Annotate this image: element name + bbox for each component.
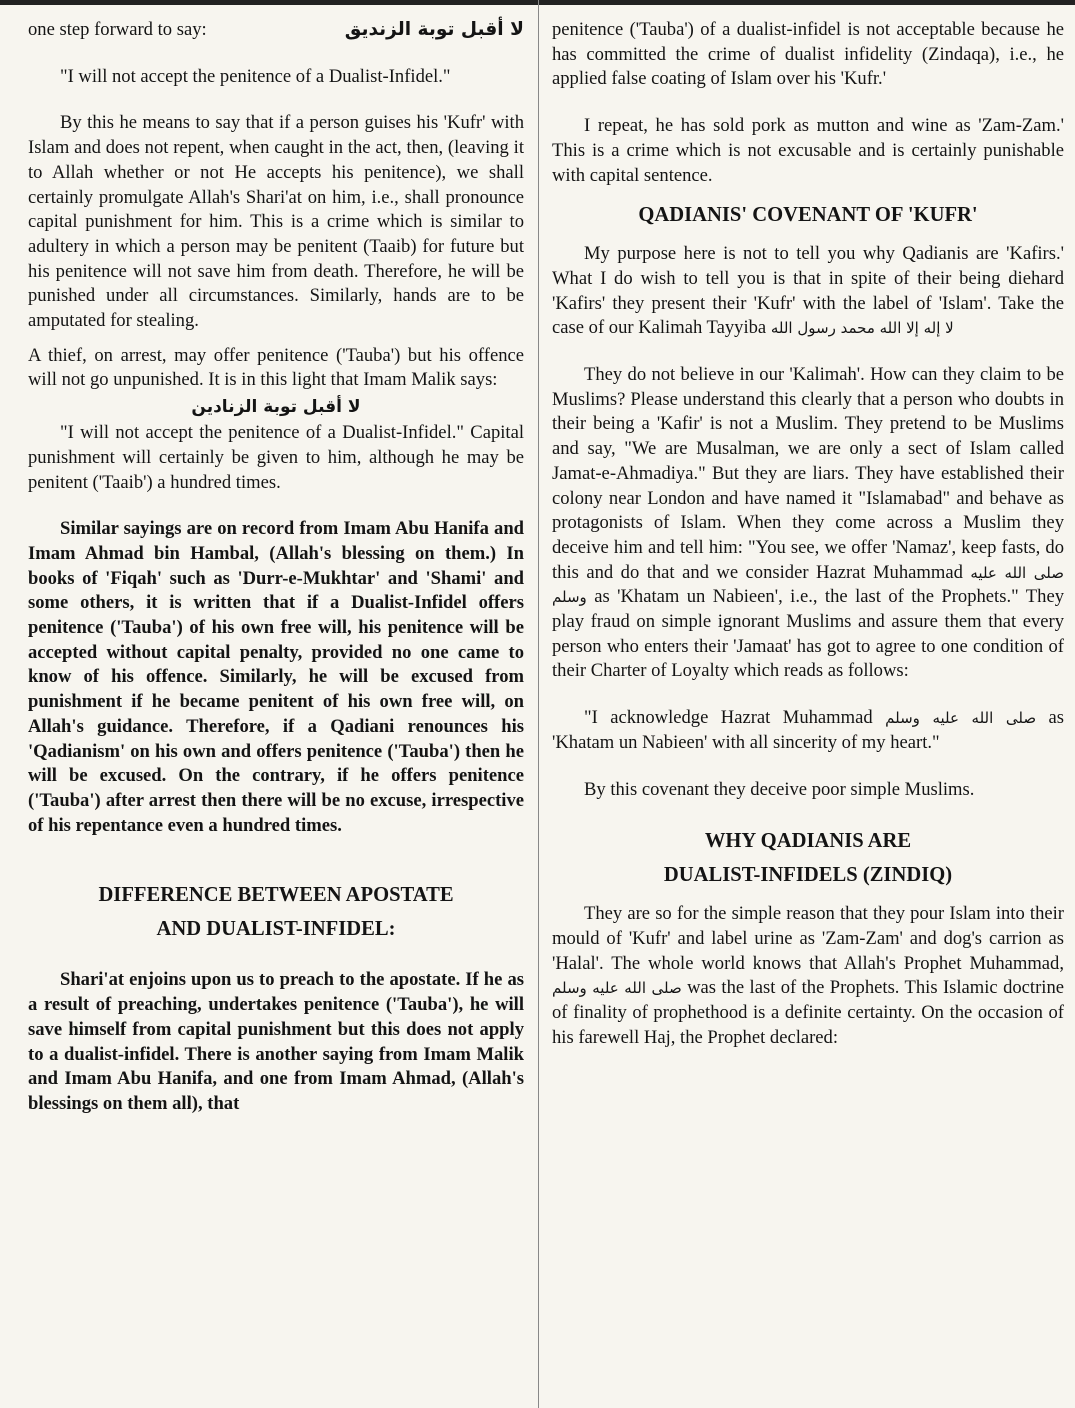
section-heading: AND DUALIST-INFIDEL: [156, 918, 396, 941]
quote-paragraph: "I will not accept the penitence of a Dualist-Infidel." [60, 65, 451, 87]
section-heading: DIFFERENCE BETWEEN APOSTATE [98, 884, 454, 907]
paragraph [552, 242, 1064, 341]
paragraph: Similar sayings are on record from Imam Abu Hanifa and Imam Ahmad bin Hambal, (Allah's blessing on them.) In books of 'Fiqah' such as 'Durr-e-Mukhtar' and 'Shami' and some others, it is written that if a Dualist-Infidel offers penitence ('Tauba') of his own free will, his penitence will be accepted without capital penalty, provided no one came to know of his offence. Similarly, he will be excused from punishment if he became penitent of his own free will, on Allah's guidance. Therefore, if a Qadiani renounces his 'Qadianism' on his own and offers penitence ('Tauba') then he will be excused. On the contrary, if he offers penitence ('Tauba') after arrest then there will be no excuse, irrespective of his repentance even a hundred times. [28, 518, 524, 836]
paragraph: A thief, on arrest, may offer penitence ('Tauba') but his offence will not go unpunished. It is in this light that Imam Malik says: [28, 344, 524, 391]
paragraph: I repeat, he has sold pork as mutton and wine as 'Zam-Zam.' This is a crime which is not excusable and is certainly punishable with capital sentence. [552, 115, 1064, 186]
section-heading: DUALIST-INFIDELS (ZINDIQ) [663, 864, 953, 887]
arabic-quote: لا أقبل توبة الزنادين [191, 397, 361, 418]
paragraph: By this covenant they deceive poor simple Muslims. [584, 778, 975, 800]
section-heading: WHY QADIANIS ARE [704, 830, 912, 853]
paragraph: penitence ('Tauba') of a dualist-infidel is not acceptable because he has committed the crime of dualist infidelity (Zindaqa), i.e., he applied false coating of Islam over his 'Kufr.' [552, 19, 1064, 90]
arabic-quote: لا أقبل توبة الزنديق [344, 19, 524, 40]
paragraph-text: My purpose here is not to tell you why Qadianis are 'Kafirs.' What I do wish to tell you is that in spite of their being diehard 'Kafirs' they present their 'Kufr' with the label of 'Islam'. Take the case of our Kalimah Tayyiba [552, 243, 1064, 339]
arabic-honorific: صلى الله عليه وسلم [552, 563, 1064, 607]
arabic-kalimah: لا إله إلا الله محمد رسول الله [770, 319, 954, 338]
arabic-honorific: صلى الله عليه وسلم [885, 709, 1037, 728]
section-heading: QADIANIS' COVENANT OF 'KUFR' [638, 204, 978, 227]
paragraph: Shari'at enjoins upon us to preach to the apostate. If he as a result of preaching, undertakes penitence ('Tauba'), he will save himself from capital punishment but this does not apply to a dualist-infidel. There is another saying from Imam Malik and Imam Abu Hanifa, and one from Imam Ahmad, (Allah's blessings on them all), that [28, 969, 524, 1114]
opening-line-text: one step forward to say: [28, 19, 207, 40]
arabic-honorific: صلى الله عليه وسلم [552, 979, 682, 998]
opening-line [28, 18, 524, 43]
quote-paragraph [552, 706, 1064, 755]
quote-text: as 'Khatam un Nabieen' with all sincerity of my heart." [552, 707, 1065, 753]
paragraph [552, 902, 1064, 1050]
paragraph-text: They are so for the simple reason that they pour Islam into their mould of 'Kufr' and label urine as 'Zam-Zam' and dog's carrion as 'Halal'. The whole world knows that Allah's Prophet Muhammad, [552, 903, 1064, 974]
paragraph: "I will not accept the penitence of a Dualist-Infidel." Capital punishment will certainly be given to him, although he may be penitent ('Taaib') a hundred times. [28, 422, 524, 493]
paragraph-text: was the last of the Prophets. This Islamic doctrine of finality of prophethood is a definite certainty. On the occasion of his farewell Haj, the Prophet declared: [552, 977, 1064, 1048]
paragraph-text: They do not believe in our 'Kalimah'. How can they claim to be Muslims? Please understand this clearly that a person who doubts in their being a 'Kafir' is not a Muslim. They pretend to be Muslims and say, "We are Musalman, we are only a sect of Islam called Jamat-e-Ahmadiya." But they are liars. They have established their colony near London and have named it "Islamabad" and behave as protagonists of Islam. When they come across a Muslim they deceive him and tell him: "You see, we offer 'Namaz', keep fasts, do this and do that and we consider Hazrat Muhammad [552, 364, 1064, 583]
left-column [28, 18, 524, 1117]
paragraph: By this he means to say that if a person guises his 'Kufr' with Islam and does not repent, when caught in the act, then, (leaving it to Allah whether or not He accepts his penitence), we shall certainly promulgate Allah's Shari'at on him, i.e., shall pronounce capital punishment for him. This is a crime which is similar to adultery in which a person may be penitent (Taaib) for future but his penitence will not save him from death. Therefore, he will be punished under all circumstances. Similarly, hands are to be amputated for stealing. [28, 112, 524, 332]
paragraph [552, 363, 1064, 684]
paragraph-text: as 'Khatam un Nabieen', i.e., the last of the Prophets." They play fraud on simple ignorant Muslims and assure them that every person who enters their 'Jamaat' has got to agree to one condition of their Charter of Loyalty which reads as follows: [552, 586, 1064, 682]
right-column [552, 18, 1064, 1051]
column-divider [538, 0, 539, 1408]
quote-text: "I acknowledge Hazrat Muhammad [584, 707, 873, 729]
